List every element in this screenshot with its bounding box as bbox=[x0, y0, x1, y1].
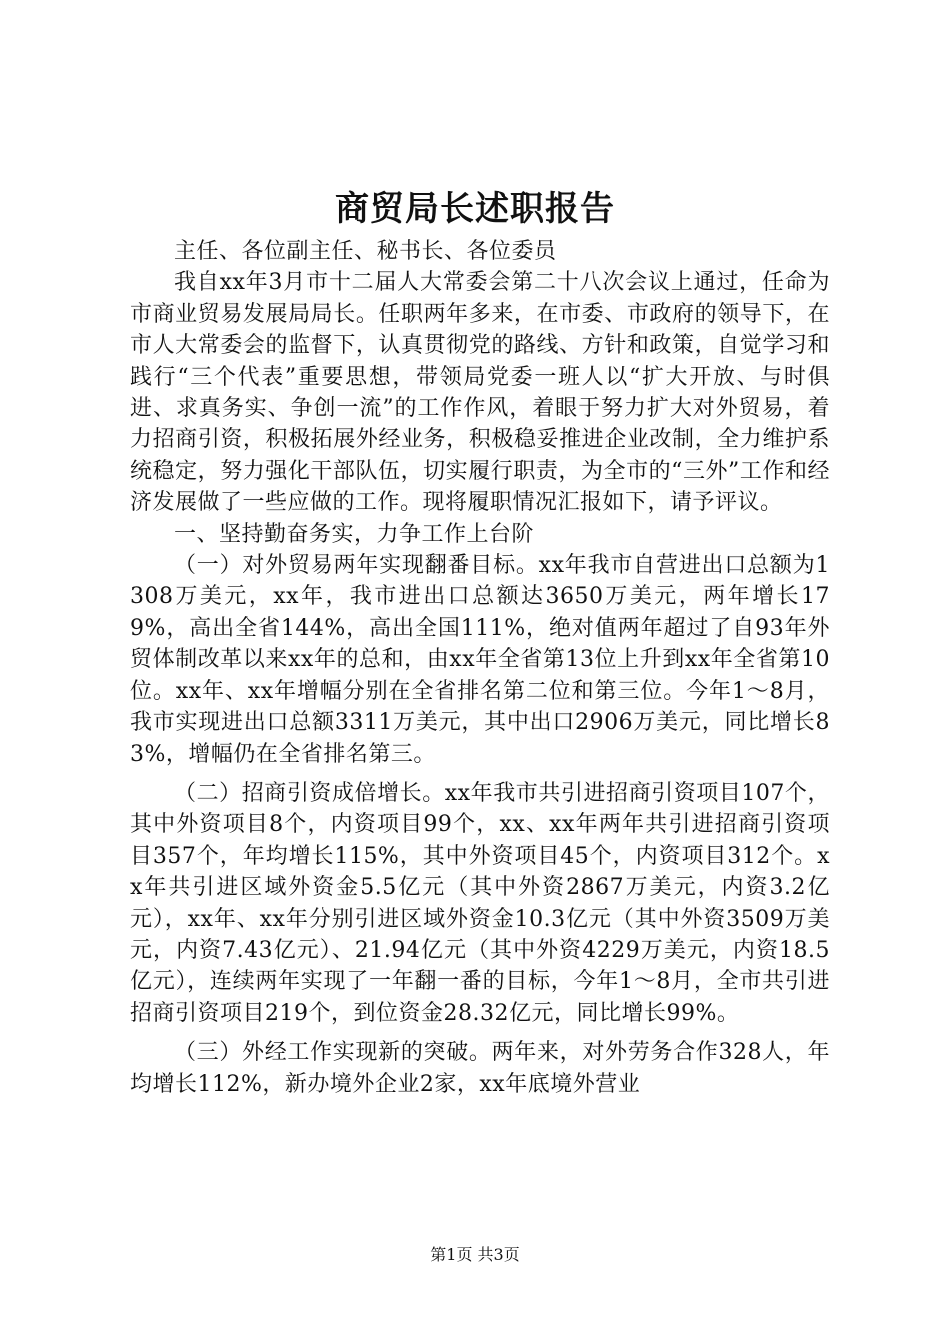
salutation-paragraph: 主任、各位副主任、秘书长、各位委员 bbox=[174, 239, 557, 264]
document-title: 商贸局长述职报告 bbox=[335, 189, 615, 229]
foreign-economy-paragraph: （三）外经工作实现新的突破。两年来，对外劳务合作328人，年均增长112%，新办境外企业2家，xx年底境外营业 bbox=[130, 1040, 830, 1097]
section-heading: 一、坚持勤奋务实，力争工作上台阶 bbox=[174, 521, 535, 547]
document-body bbox=[130, 236, 830, 1100]
investment-paragraph: （二）招商引资成倍增长。xx年我市共引进招商引资项目107个，其中外资项目8个，内资项目99个，xx、xx年两年共引进招商引资项目357个，年均增长115%，其中外资项目45个，内资项目312个。xx年共引进区域外资金5.5亿元（其中外资2867万美元，内资3.2亿元），xx年、xx年分别引进区域外资金10.3亿元（其中外资3509万美元，内资7.43亿元）、21.94亿元（其中外资4229万美元，内资18.5亿元），连续两年实现了一年翻一番的目标，今年1～8月，全市共引进招商引资项目219个，到位资金28.32亿元，同比增长99%。 bbox=[130, 780, 830, 1026]
trade-paragraph: （一）对外贸易两年实现翻番目标。xx年我市自营进出口总额为1308万美元，xx年，我市进出口总额达3650万美元，两年增长179%，高出全省144%，高出全国111%，绝对值两年超过了自93年外贸体制改革以来xx年的总和，由xx年全省第13位上升到xx年全省第10位。xx年、xx年增幅分别在全省排名第二位和第三位。今年1～8月，我市实现进出口总额3311万美元，其中出口2906万美元，同比增长83%，增幅仍在全省排名第三。 bbox=[130, 553, 830, 767]
intro-paragraph: 我自xx年3月市十二届人大常委会第二十八次会议上通过，任命为市商业贸易发展局局长。任职两年多来，在市委、市政府的领导下，在市人大常委会的监督下，认真贯彻党的路线、方针和政策，自觉学习和践行“三个代表”重要思想，带领局党委一班人以“扩大开放、与时俱进、求真务实、争创一流”的工作作风，着眼于努力扩大对外贸易，着力招商引资，积极拓展外经业务，积极稳妥推进企业改制，全力维护系统稳定，努力强化干部队伍，切实履行职责，为全市的“三外”工作和经济发展做了一些应做的工作。现将履职情况汇报如下，请予评议。 bbox=[130, 270, 830, 516]
page-footer: 第1页 共3页 bbox=[430, 1245, 520, 1264]
